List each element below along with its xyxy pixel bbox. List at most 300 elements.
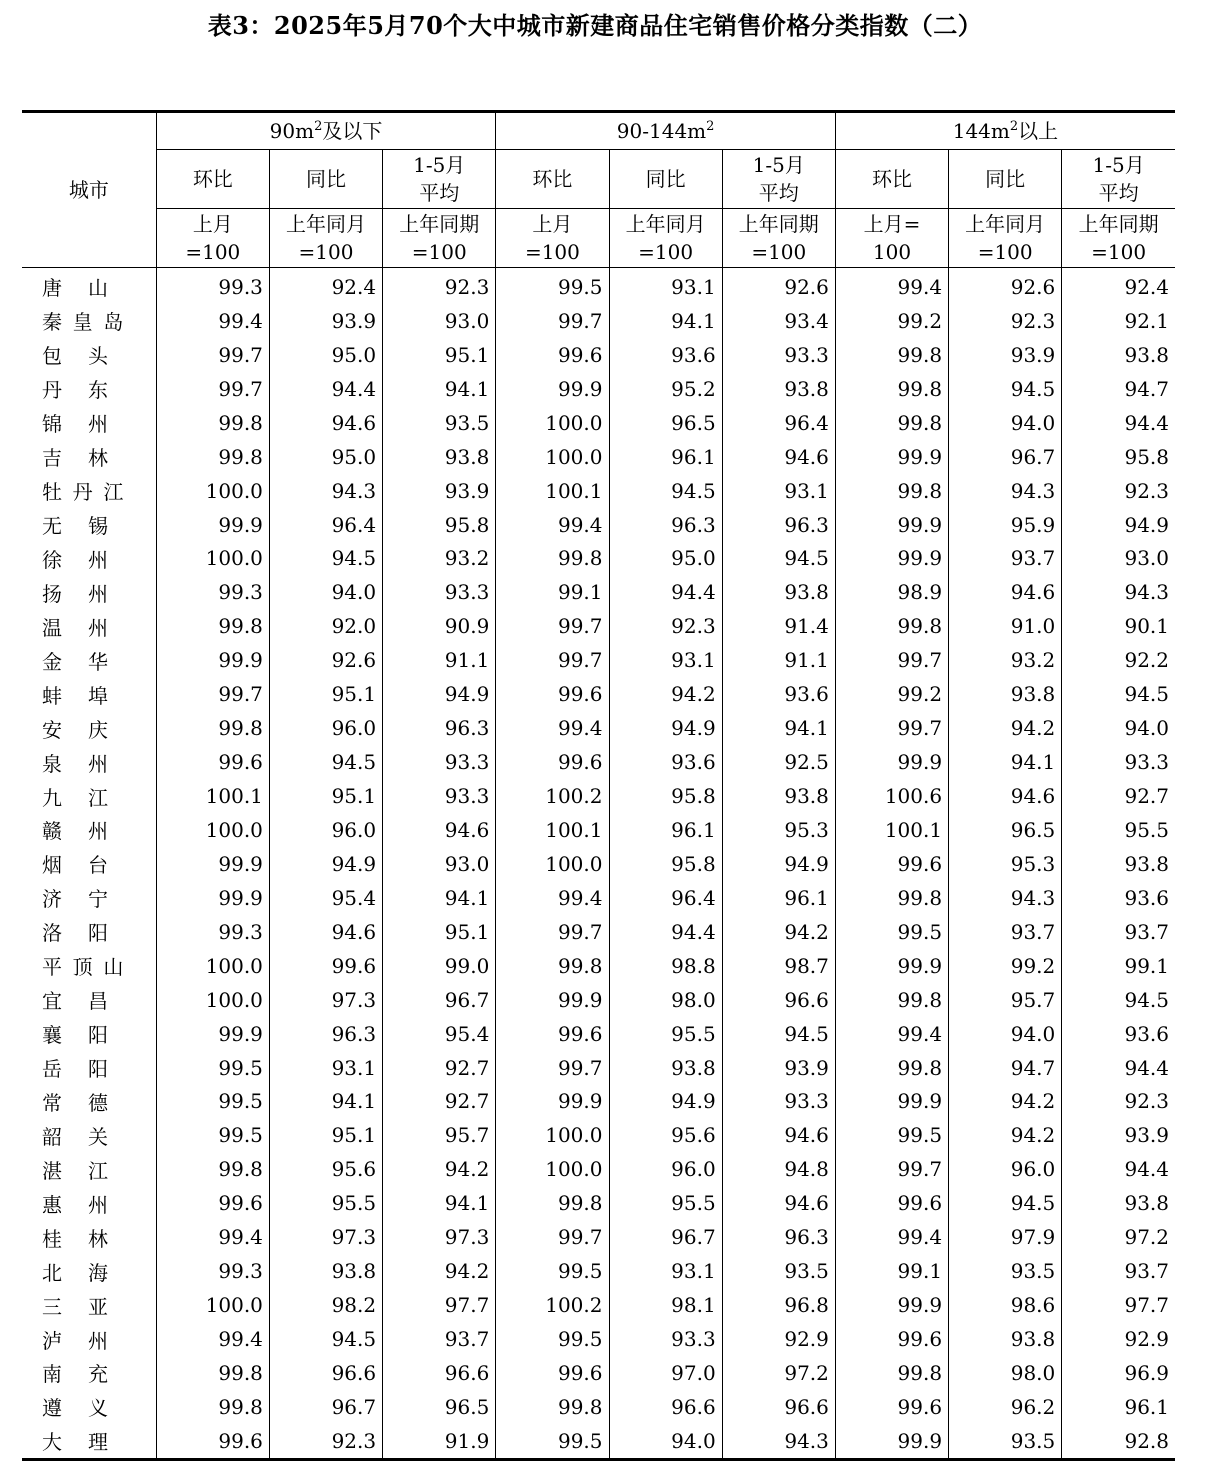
sub-header-yoy: 同比 <box>609 150 722 209</box>
index-value-cell: 99.9 <box>835 1424 948 1459</box>
city-name-cell <box>22 508 156 542</box>
table-row <box>22 304 1175 338</box>
index-value-cell: 93.8 <box>609 1051 722 1085</box>
index-value-cell: 99.8 <box>835 338 948 372</box>
index-value-cell: 100.6 <box>835 779 948 813</box>
index-value-cell: 99.5 <box>835 915 948 949</box>
index-value-cell: 93.2 <box>949 643 1062 677</box>
index-value-cell: 99.9 <box>835 542 948 576</box>
table-row <box>22 779 1175 813</box>
index-value-cell: 99.9 <box>156 643 269 677</box>
city-name-char: 惠 <box>42 1192 62 1217</box>
index-value-cell: 93.9 <box>722 1051 835 1085</box>
index-value-cell: 94.4 <box>609 575 722 609</box>
base-header-yoy: 上年同月 =100 <box>949 209 1062 268</box>
index-value-cell: 96.1 <box>609 813 722 847</box>
index-value-cell: 93.8 <box>269 1254 382 1288</box>
index-value-cell: 99.8 <box>156 1356 269 1390</box>
index-value-cell: 93.1 <box>609 268 722 304</box>
index-value-cell: 100.0 <box>156 542 269 576</box>
city-name-char: 阳 <box>88 1023 108 1048</box>
index-value-cell: 95.5 <box>1062 813 1175 847</box>
city-name-char: 韶 <box>42 1124 62 1149</box>
base-header-mom: 上月 =100 <box>156 209 269 268</box>
index-value-cell: 97.2 <box>1062 1220 1175 1254</box>
city-name-char: 包 <box>42 344 62 369</box>
index-value-cell: 94.9 <box>722 847 835 881</box>
index-value-cell: 93.5 <box>949 1254 1062 1288</box>
index-value-cell: 96.0 <box>609 1152 722 1186</box>
index-value-cell: 99.3 <box>156 575 269 609</box>
index-value-cell: 93.8 <box>949 1322 1062 1356</box>
index-value-cell: 92.6 <box>722 268 835 304</box>
index-value-cell: 99.8 <box>156 711 269 745</box>
city-name-cell <box>22 440 156 474</box>
index-value-cell: 99.6 <box>496 338 609 372</box>
city-name-char: 锦 <box>42 412 62 437</box>
table-row <box>22 406 1175 440</box>
index-value-cell: 99.8 <box>156 1152 269 1186</box>
index-value-cell: 99.9 <box>496 983 609 1017</box>
index-value-cell: 91.9 <box>383 1424 496 1459</box>
index-value-cell: 96.6 <box>722 1390 835 1424</box>
index-value-cell: 99.8 <box>156 406 269 440</box>
index-value-cell: 99.1 <box>1062 949 1175 983</box>
index-value-cell: 99.8 <box>156 440 269 474</box>
city-name-cell <box>22 268 156 304</box>
index-value-cell: 92.4 <box>1062 268 1175 304</box>
index-value-cell: 93.8 <box>383 440 496 474</box>
index-value-cell: 99.6 <box>496 1356 609 1390</box>
table-body <box>22 268 1175 1460</box>
table-row <box>22 1152 1175 1186</box>
table-row <box>22 338 1175 372</box>
index-value-cell: 96.6 <box>609 1390 722 1424</box>
table-row <box>22 1322 1175 1356</box>
index-value-cell: 100.0 <box>156 983 269 1017</box>
index-value-cell: 95.3 <box>949 847 1062 881</box>
index-value-cell: 100.2 <box>496 1288 609 1322</box>
index-value-cell: 99.8 <box>496 1186 609 1220</box>
base-header-avg: 上年同期 =100 <box>1062 209 1175 268</box>
city-name-cell <box>22 881 156 915</box>
index-value-cell: 93.7 <box>949 542 1062 576</box>
index-value-cell: 96.0 <box>269 711 382 745</box>
index-value-cell: 99.6 <box>156 745 269 779</box>
table-row <box>22 1085 1175 1119</box>
index-value-cell: 92.5 <box>722 745 835 779</box>
index-value-cell: 99.5 <box>496 1254 609 1288</box>
index-value-cell: 94.1 <box>269 1085 382 1119</box>
index-value-cell: 100.0 <box>496 847 609 881</box>
index-value-cell: 100.1 <box>156 779 269 813</box>
index-value-cell: 99.7 <box>496 304 609 338</box>
city-name-char: 宁 <box>88 887 108 912</box>
city-name-cell <box>22 1186 156 1220</box>
index-value-cell: 98.1 <box>609 1288 722 1322</box>
city-name-cell <box>22 1390 156 1424</box>
index-value-cell: 96.4 <box>269 508 382 542</box>
index-value-cell: 93.3 <box>722 338 835 372</box>
index-value-cell: 99.8 <box>835 406 948 440</box>
index-value-cell: 99.2 <box>835 677 948 711</box>
index-value-cell: 94.5 <box>269 1322 382 1356</box>
table-row <box>22 609 1175 643</box>
index-value-cell: 99.7 <box>496 1220 609 1254</box>
index-value-cell: 93.4 <box>722 304 835 338</box>
index-value-cell: 99.8 <box>496 542 609 576</box>
city-name-char: 蚌 <box>42 683 62 708</box>
index-value-cell: 95.4 <box>269 881 382 915</box>
index-value-cell: 99.7 <box>496 1051 609 1085</box>
index-value-cell: 97.3 <box>269 1220 382 1254</box>
index-value-cell: 95.2 <box>609 372 722 406</box>
index-value-cell: 96.9 <box>1062 1356 1175 1390</box>
index-value-cell: 94.4 <box>609 915 722 949</box>
index-value-cell: 94.5 <box>949 372 1062 406</box>
index-value-cell: 94.1 <box>949 745 1062 779</box>
index-value-cell: 96.5 <box>383 1390 496 1424</box>
index-value-cell: 99.4 <box>156 304 269 338</box>
city-name-cell <box>22 1085 156 1119</box>
city-name-cell <box>22 847 156 881</box>
index-value-cell: 100.1 <box>496 474 609 508</box>
index-value-cell: 94.8 <box>722 1152 835 1186</box>
index-value-cell: 99.4 <box>496 881 609 915</box>
table-row <box>22 1220 1175 1254</box>
city-name-char: 州 <box>88 547 108 572</box>
index-value-cell: 93.8 <box>722 779 835 813</box>
index-value-cell: 99.4 <box>835 1017 948 1051</box>
table-row <box>22 881 1175 915</box>
city-name-char: 湛 <box>42 1158 62 1183</box>
city-name-char: 大 <box>42 1430 62 1455</box>
city-name-char: 山 <box>103 955 124 980</box>
city-name-char: 岛 <box>103 310 124 335</box>
city-name-char: 金 <box>42 649 62 674</box>
index-value-cell: 98.7 <box>722 949 835 983</box>
index-value-cell: 92.1 <box>1062 304 1175 338</box>
city-name-cell <box>22 711 156 745</box>
index-value-cell: 94.4 <box>1062 1152 1175 1186</box>
index-value-cell: 93.6 <box>722 677 835 711</box>
index-value-cell: 99.7 <box>156 338 269 372</box>
city-name-char: 丹 <box>72 480 93 505</box>
index-value-cell: 99.8 <box>835 1356 948 1390</box>
index-value-cell: 93.7 <box>383 1322 496 1356</box>
index-value-cell: 93.8 <box>722 575 835 609</box>
index-value-cell: 96.6 <box>722 983 835 1017</box>
index-value-cell: 94.2 <box>949 711 1062 745</box>
index-value-cell: 96.3 <box>609 508 722 542</box>
index-value-cell: 93.0 <box>1062 542 1175 576</box>
index-value-cell: 97.0 <box>609 1356 722 1390</box>
city-name-char: 关 <box>88 1124 108 1149</box>
city-name-char: 九 <box>42 785 62 810</box>
table-row <box>22 949 1175 983</box>
index-value-cell: 99.9 <box>835 949 948 983</box>
index-value-cell: 98.0 <box>609 983 722 1017</box>
index-value-cell: 94.2 <box>383 1254 496 1288</box>
index-value-cell: 94.9 <box>383 677 496 711</box>
index-value-cell: 90.9 <box>383 609 496 643</box>
city-name-char: 宜 <box>42 989 62 1014</box>
index-value-cell: 92.3 <box>609 609 722 643</box>
table-row <box>22 1186 1175 1220</box>
base-header-mom: 上月= 100 <box>835 209 948 268</box>
index-value-cell: 95.6 <box>269 1152 382 1186</box>
index-value-cell: 99.9 <box>156 1017 269 1051</box>
index-value-cell: 95.7 <box>949 983 1062 1017</box>
index-value-cell: 94.1 <box>383 881 496 915</box>
index-value-cell: 95.8 <box>609 779 722 813</box>
index-value-cell: 99.8 <box>835 372 948 406</box>
index-value-cell: 94.6 <box>383 813 496 847</box>
index-value-cell: 96.6 <box>383 1356 496 1390</box>
index-value-cell: 99.3 <box>156 915 269 949</box>
city-name-char: 州 <box>88 581 108 606</box>
city-name-char: 泉 <box>42 751 62 776</box>
index-value-cell: 99.7 <box>496 609 609 643</box>
index-value-cell: 92.9 <box>722 1322 835 1356</box>
index-value-cell: 99.5 <box>496 1424 609 1459</box>
city-name-cell <box>22 779 156 813</box>
index-value-cell: 94.6 <box>949 779 1062 813</box>
index-value-cell: 93.8 <box>949 677 1062 711</box>
city-name-char: 州 <box>88 1328 108 1353</box>
index-value-cell: 92.3 <box>949 304 1062 338</box>
city-name-char: 唐 <box>42 276 62 301</box>
index-value-cell: 95.6 <box>609 1118 722 1152</box>
group-header-large: $144m^2$以上 <box>835 112 1175 150</box>
index-value-cell: 95.5 <box>269 1186 382 1220</box>
city-name-char: 岳 <box>42 1057 62 1082</box>
city-name-char: 埠 <box>88 683 108 708</box>
index-value-cell: 94.0 <box>1062 711 1175 745</box>
index-value-cell: 94.5 <box>609 474 722 508</box>
index-value-cell: 93.1 <box>609 1254 722 1288</box>
index-value-cell: 99.5 <box>835 1118 948 1152</box>
city-name-cell <box>22 372 156 406</box>
index-value-cell: 92.6 <box>949 268 1062 304</box>
base-header-avg: 上年同期 =100 <box>383 209 496 268</box>
index-value-cell: 92.9 <box>1062 1322 1175 1356</box>
sub-header-avg: 1-5月 平均 <box>1062 150 1175 209</box>
index-value-cell: 98.9 <box>835 575 948 609</box>
index-value-cell: 93.7 <box>949 915 1062 949</box>
index-value-cell: 94.9 <box>609 1085 722 1119</box>
city-name-cell <box>22 338 156 372</box>
index-value-cell: 92.4 <box>269 268 382 304</box>
index-value-cell: 99.2 <box>949 949 1062 983</box>
index-value-cell: 94.5 <box>949 1186 1062 1220</box>
index-value-cell: 96.1 <box>722 881 835 915</box>
index-value-cell: 93.3 <box>609 1322 722 1356</box>
index-value-cell: 95.5 <box>609 1017 722 1051</box>
index-value-cell: 97.9 <box>949 1220 1062 1254</box>
index-value-cell: 94.9 <box>1062 508 1175 542</box>
index-value-cell: 94.5 <box>1062 677 1175 711</box>
index-value-cell: 100.1 <box>496 813 609 847</box>
table-row <box>22 372 1175 406</box>
city-name-char: 顶 <box>72 955 93 980</box>
city-name-char: 阳 <box>88 1057 108 1082</box>
city-column-header: 城市 <box>22 112 156 268</box>
index-value-cell: 92.3 <box>1062 1085 1175 1119</box>
index-value-cell: 94.4 <box>1062 406 1175 440</box>
index-value-cell: 99.3 <box>156 1254 269 1288</box>
index-value-cell: 93.6 <box>609 745 722 779</box>
index-value-cell: 94.0 <box>269 575 382 609</box>
index-value-cell: 94.0 <box>949 1017 1062 1051</box>
city-name-cell <box>22 1017 156 1051</box>
table-row <box>22 711 1175 745</box>
index-value-cell: 93.8 <box>1062 338 1175 372</box>
index-value-cell: 96.3 <box>722 1220 835 1254</box>
index-value-cell: 94.2 <box>722 915 835 949</box>
index-value-cell: 92.7 <box>1062 779 1175 813</box>
city-name-cell <box>22 1254 156 1288</box>
sub-header-yoy: 同比 <box>269 150 382 209</box>
index-value-cell: 92.6 <box>269 643 382 677</box>
index-value-cell: 94.3 <box>269 474 382 508</box>
city-name-char: 安 <box>42 717 62 742</box>
index-value-cell: 100.0 <box>156 813 269 847</box>
index-value-cell: 99.9 <box>496 1085 609 1119</box>
index-value-cell: 93.6 <box>1062 881 1175 915</box>
city-name-char: 桂 <box>42 1226 62 1251</box>
city-name-char: 江 <box>88 1158 108 1183</box>
index-value-cell: 94.4 <box>269 372 382 406</box>
index-value-cell: 97.7 <box>1062 1288 1175 1322</box>
index-value-cell: 96.7 <box>269 1390 382 1424</box>
table-row <box>22 508 1175 542</box>
sub-header-avg: 1-5月 平均 <box>722 150 835 209</box>
index-value-cell: 94.6 <box>722 440 835 474</box>
index-value-cell: 99.9 <box>835 1085 948 1119</box>
index-value-cell: 99.4 <box>496 711 609 745</box>
index-value-cell: 93.5 <box>383 406 496 440</box>
index-value-cell: 99.9 <box>156 881 269 915</box>
index-value-cell: 100.0 <box>496 440 609 474</box>
index-value-cell: 94.5 <box>722 1017 835 1051</box>
base-header-mom: 上月 =100 <box>496 209 609 268</box>
base-header-yoy: 上年同月 =100 <box>609 209 722 268</box>
index-value-cell: 98.0 <box>949 1356 1062 1390</box>
index-value-cell: 100.0 <box>496 1152 609 1186</box>
index-value-cell: 99.8 <box>496 1390 609 1424</box>
table-row <box>22 474 1175 508</box>
city-name-cell <box>22 1288 156 1322</box>
index-value-cell: 94.3 <box>949 881 1062 915</box>
index-value-cell: 100.0 <box>156 949 269 983</box>
index-value-cell: 91.1 <box>722 643 835 677</box>
index-value-cell: 93.2 <box>383 542 496 576</box>
city-name-cell <box>22 983 156 1017</box>
index-value-cell: 98.8 <box>609 949 722 983</box>
index-value-cell: 98.2 <box>269 1288 382 1322</box>
index-value-cell: 94.5 <box>722 542 835 576</box>
city-name-cell <box>22 304 156 338</box>
index-value-cell: 99.9 <box>835 1288 948 1322</box>
index-value-cell: 92.7 <box>383 1085 496 1119</box>
city-name-char: 充 <box>88 1362 108 1387</box>
index-value-cell: 99.6 <box>835 1186 948 1220</box>
city-name-char: 北 <box>42 1260 62 1285</box>
city-name-cell <box>22 677 156 711</box>
index-value-cell: 95.8 <box>609 847 722 881</box>
table-row <box>22 1424 1175 1459</box>
city-name-char: 赣 <box>42 819 62 844</box>
city-name-char: 遵 <box>42 1396 62 1421</box>
index-value-cell: 99.9 <box>835 508 948 542</box>
city-name-cell <box>22 575 156 609</box>
index-value-cell: 99.1 <box>835 1254 948 1288</box>
sub-header-mom: 环比 <box>496 150 609 209</box>
city-name-char: 林 <box>88 446 108 471</box>
table-row <box>22 1356 1175 1390</box>
city-name-cell <box>22 406 156 440</box>
index-value-cell: 99.7 <box>835 1152 948 1186</box>
index-value-cell: 95.4 <box>383 1017 496 1051</box>
sub-header-yoy: 同比 <box>949 150 1062 209</box>
city-name-char: 华 <box>88 649 108 674</box>
city-name-char: 锡 <box>88 514 108 539</box>
index-value-cell: 93.1 <box>722 474 835 508</box>
city-name-char: 阳 <box>88 921 108 946</box>
index-value-cell: 100.2 <box>496 779 609 813</box>
price-index-table <box>22 110 1175 1461</box>
index-value-cell: 95.9 <box>949 508 1062 542</box>
index-value-cell: 93.0 <box>383 847 496 881</box>
index-value-cell: 93.3 <box>1062 745 1175 779</box>
index-value-cell: 99.8 <box>156 609 269 643</box>
index-value-cell: 94.3 <box>1062 575 1175 609</box>
table-row <box>22 745 1175 779</box>
city-name-char: 洛 <box>42 921 62 946</box>
city-name-char: 南 <box>42 1362 62 1387</box>
index-value-cell: 99.4 <box>835 1220 948 1254</box>
index-value-cell: 99.7 <box>835 643 948 677</box>
index-value-cell: 96.3 <box>722 508 835 542</box>
city-name-char: 烟 <box>42 853 62 878</box>
index-value-cell: 95.8 <box>1062 440 1175 474</box>
index-value-cell: 96.1 <box>609 440 722 474</box>
index-value-cell: 92.3 <box>1062 474 1175 508</box>
table-row <box>22 440 1175 474</box>
index-value-cell: 96.7 <box>383 983 496 1017</box>
index-value-cell: 100.0 <box>496 1118 609 1152</box>
index-value-cell: 94.2 <box>609 677 722 711</box>
index-value-cell: 93.8 <box>722 372 835 406</box>
index-value-cell: 93.9 <box>1062 1118 1175 1152</box>
index-value-cell: 99.7 <box>156 677 269 711</box>
index-value-cell: 94.9 <box>609 711 722 745</box>
index-value-cell: 93.6 <box>1062 1017 1175 1051</box>
index-value-cell: 95.1 <box>269 779 382 813</box>
city-name-cell <box>22 1051 156 1085</box>
index-value-cell: 99.5 <box>156 1051 269 1085</box>
index-value-cell: 94.5 <box>269 745 382 779</box>
index-value-cell: 99.5 <box>156 1085 269 1119</box>
index-value-cell: 99.6 <box>156 1424 269 1459</box>
index-value-cell: 93.9 <box>269 304 382 338</box>
index-value-cell: 94.2 <box>383 1152 496 1186</box>
group-header-medium: $90-144m^2$ <box>496 112 836 150</box>
city-name-char: 头 <box>88 344 108 369</box>
table-row <box>22 847 1175 881</box>
city-name-char: 皇 <box>72 310 93 335</box>
